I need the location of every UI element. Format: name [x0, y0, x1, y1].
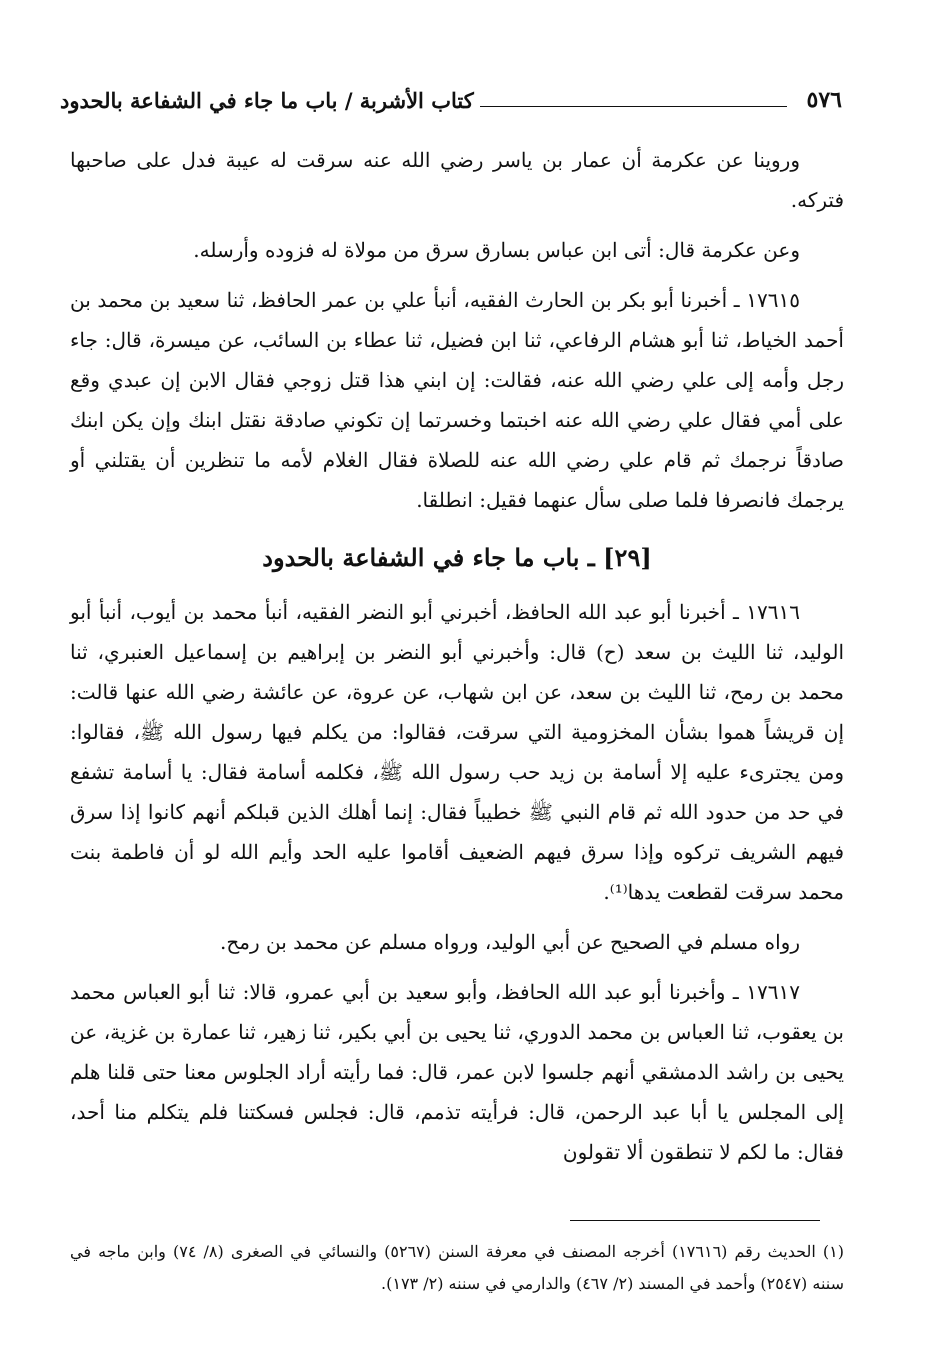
header-rule [480, 106, 787, 107]
page-header [60, 80, 842, 120]
paragraph: وروينا عن عكرمة أن عمار بن ياسر رضي الله عنه سرقت له عيبة فدل على صاحبها فتركه. [70, 148, 844, 212]
hadith-paragraph: ١٧٦١٦ ـ أخبرنا أبو عبد الله الحافظ، أخبرني أبو النضر الفقيه، أنبأ محمد بن أيوب، أنبأ أبو الوليد، ثنا الليث بن سعد (ح) قال: وأخبرني أبو النضر بن إبراهيم بن إسماعيل العنبري، ثنا محمد بن رمح، ثنا الليث بن سعد، عن ابن شهاب، عن عروة، عن عائشة رضي الله عنها قالت: إن قريشاً هموا بشأن المخزومية التي سرقت، فقالوا: من يكلم فيها رسول الله ﷺ، فقالوا: ومن يجترىء عليه إلا أسامة بن زيد حب رسول الله ﷺ، فكلمه أسامة فقال: يا أسامة تشفع في حد من حدود الله ثم قام النبي ﷺ خطيباً فقال: إنما أهلك الذين قبلكم أنهم كانوا إذا سرق فيهم الشريف تركوه وإذا سرق فيهم الضعيف أقاموا عليه الحد وأيم الله لو أن فاطمة بنت محمد سرقت لقطعت يدها⁽¹⁾. [70, 600, 844, 904]
footnote-rule [570, 1220, 820, 1221]
hadith-paragraph: ١٧٦١٧ ـ وأخبرنا أبو عبد الله الحافظ، وأبو سعيد بن أبي عمرو، قالا: ثنا أبو العباس محمد بن يعقوب، ثنا العباس بن محمد الدوري، ثنا يحيى بن أبي بكير، ثنا زهير، ثنا عمارة بن غزية، عن يحيى بن راشد الدمشقي أنهم جلسوا لابن عمر، قال: فما رأيته أراد الجلوس معنا حتى قلنا هلم إلى المجلس يا أبا عبد الرحمن، قال: فرأيته تذمم، قال: فجلس فسكتنا فلم يتكلم منا أحد، فقال: ما لكم لا تنطقون ألا تقولون [70, 980, 844, 1164]
running-title: كتاب الأشربة / باب ما جاء في الشفاعة بالحدود [60, 87, 474, 113]
footnotes [70, 1236, 844, 1300]
paragraph: وعن عكرمة قال: أتى ابن عباس بسارق سرق من مولاة له فزوده وأرسله. [193, 238, 800, 262]
page-number: ٥٧٦ [806, 87, 842, 113]
section-heading: [٢٩] ـ باب ما جاء في الشفاعة بالحدود [262, 543, 652, 572]
page-body [70, 140, 844, 1172]
hadith-paragraph: ١٧٦١٥ ـ أخبرنا أبو بكر بن الحارث الفقيه، أنبأ علي بن عمر الحافظ، ثنا سعيد بن محمد بن أحمد الخياط، ثنا أبو هشام الرفاعي، ثنا ابن فضيل، ثنا عطاء بن السائب، عن ميسرة، قال: جاء رجل وأمه إلى علي رضي الله عنه، فقالت: إن ابني هذا قتل زوجي فقال الابن إن عبدي وقع على أمي فقال علي رضي الله عنه اخبتما وخسرتما إن تكوني صادقة نقتل ابنك وإن يكن ابنك صادقاً نرجمك ثم قام علي رضي الله عنه للصلاة فقال الغلام لأمه ما تنظرين أن يقتلني أو يرجمك فانصرفا فلما صلى سأل عنهما فقيل: انطلقا. [70, 288, 844, 512]
paragraph: رواه مسلم في الصحيح عن أبي الوليد، ورواه مسلم عن محمد بن رمح. [220, 930, 800, 954]
footnote: (١) الحديث رقم (١٧٦١٦) أخرجه المصنف في معرفة السنن (٥٢٦٧) والنسائي في الصغرى (٨/ ٧٤) وابن ماجه في سننه (٢٥٤٧) وأحمد في المسند (٢/ ٤٦٧) والدارمي في سننه (٢/ ١٧٣). [70, 1242, 844, 1293]
